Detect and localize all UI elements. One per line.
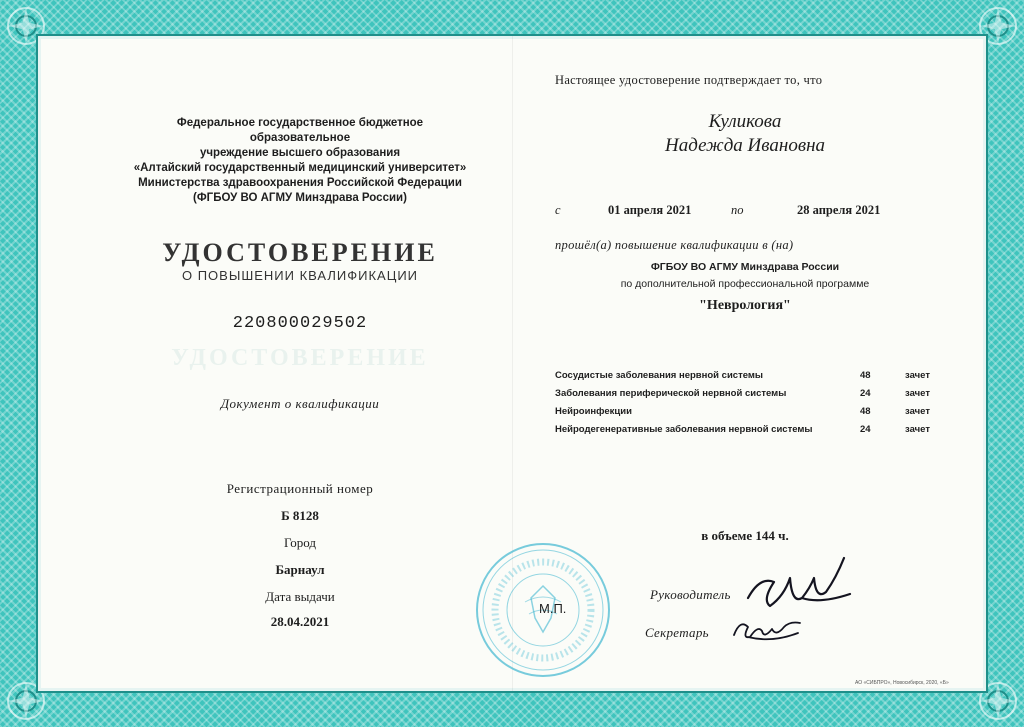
discipline-row [555,424,945,440]
issuer-line: учреждение высшего образования [199,147,401,159]
issuer-line: Министерства здравоохранения Российской Федерации [138,177,462,189]
director-label: Руководитель [650,587,731,602]
reg-number-label: Регистрационный номер [226,481,374,496]
period-to-prefix: по [731,203,744,217]
period-start-date: 01 апреля 2021 [608,203,692,217]
reg-number-value: Б 8128 [281,508,319,523]
training-statement: прошёл(а) повышение квалификации в (на) [555,238,794,252]
discipline-result: зачет [905,388,930,399]
watermark-title: УДОСТОВЕРЕНИЕ [171,345,429,371]
city-label: Город [283,535,317,550]
discipline-hours: 48 [860,370,871,381]
issue-date-label: Дата выдачи [265,589,335,604]
issuer-line: «Алтайский государственный медицинский университет» [133,162,467,174]
holder-given-names: Надежда Ивановна [665,135,825,156]
discipline-result: зачет [905,406,930,417]
training-institution: ФГБОУ ВО АГМУ Минздрава России [650,261,840,273]
discipline-name: Заболевания периферической нервной системы [555,388,787,399]
issue-date-value: 28.04.2021 [270,614,330,629]
discipline-hours: 48 [860,406,871,417]
city-value: Барнаул [275,562,325,577]
discipline-result: зачет [905,424,930,435]
total-volume: в объеме 144 ч. [701,528,789,543]
document-title: УДОСТОВЕРЕНИЕ [162,238,438,267]
discipline-row [555,406,945,422]
program-type: по дополнительной профессиональной программе [620,278,870,290]
issuer-line: Федеральное государственное бюджетное образовательное [176,117,424,144]
discipline-name: Нейродегенеративные заболевания нервной системы [555,424,813,435]
secretary-signature-icon [728,607,808,647]
issuer-line: (ФГБОУ ВО АГМУ Минздрава России) [193,192,407,204]
qualification-note: Документ о квалификации [220,396,380,411]
secretary-label: Секретарь [645,625,709,640]
stamp-placeholder-label: М.П. [539,601,567,616]
printer-imprint: АО «СИБПРО», Новосибирск, 2020, «Б» [855,680,949,686]
form-number: 220800029502 [232,314,368,333]
discipline-row [555,388,945,404]
period-from-prefix: с [555,203,561,217]
discipline-row [555,370,945,386]
document-subtitle: О ПОВЫШЕНИИ КВАЛИФИКАЦИИ [181,268,419,283]
program-name: "Неврология" [699,298,791,313]
issuer-block [130,116,470,206]
holder-surname: Куликова [708,111,782,132]
discipline-hours: 24 [860,388,871,399]
confirmation-text: Настоящее удостоверение подтверждает то, что [555,73,823,87]
period-end-date: 28 апреля 2021 [797,203,881,217]
discipline-result: зачет [905,370,930,381]
discipline-hours: 24 [860,424,871,435]
discipline-name: Сосудистые заболевания нервной системы [555,370,764,381]
discipline-name: Нейроинфекции [555,406,632,417]
